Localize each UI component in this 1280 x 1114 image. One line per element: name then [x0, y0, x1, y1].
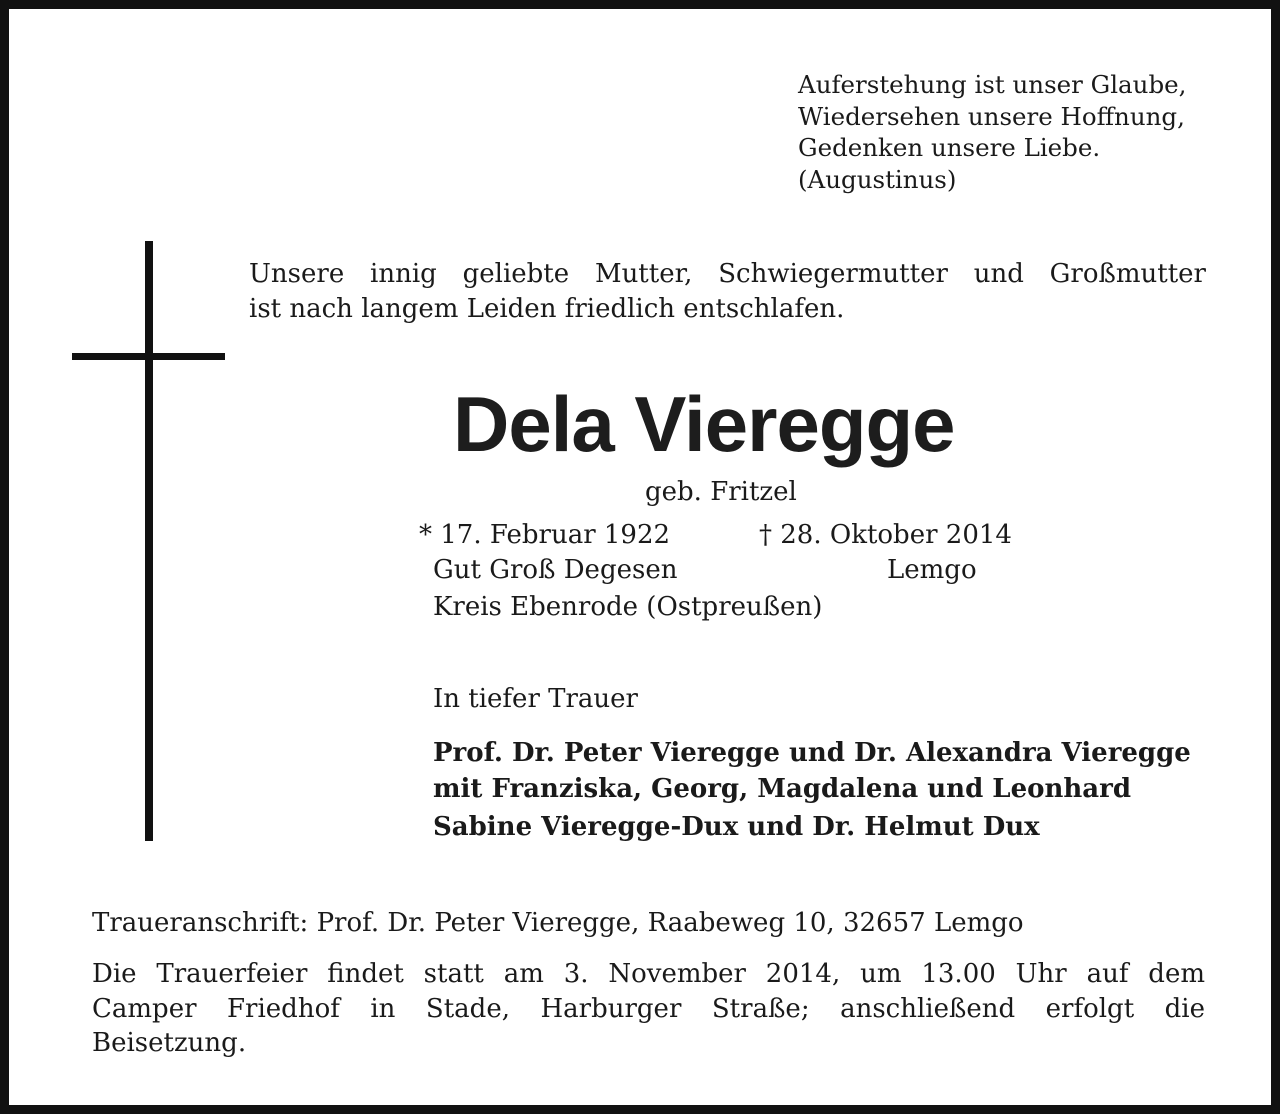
family-line: mit Franziska, Georg, Magdalena und Leonhard	[433, 774, 1132, 804]
birth-place: Gut Groß Degesen	[433, 555, 678, 585]
deceased-name: Dela Vieregge	[453, 380, 955, 468]
family-line: Sabine Vieregge-Dux und Dr. Helmut Dux	[433, 812, 1040, 842]
death-date: † 28. Oktober 2014	[759, 520, 1012, 550]
death-place: Lemgo	[887, 555, 977, 585]
mourning-address: Traueranschrift: Prof. Dr. Peter Vieregge, Raabeweg 10, 32657 Lemgo	[92, 908, 1024, 938]
family-line: Prof. Dr. Peter Vieregge und Dr. Alexandra Vieregge	[433, 738, 1191, 768]
cross-icon	[145, 241, 153, 841]
intro-text	[249, 257, 1206, 327]
birth-date: * 17. Februar 1922	[419, 520, 671, 550]
ceremony-line: Beisetzung.	[92, 1028, 247, 1058]
ceremony-line: Die Trauerfeier findet statt am 3. November 2014, um 13.00 Uhr auf dem	[92, 959, 1205, 989]
quote-block	[798, 69, 1238, 195]
maiden-name: geb. Fritzel	[645, 477, 797, 507]
birth-region: Kreis Ebenrode (Ostpreußen)	[433, 592, 823, 622]
cross-icon-bar	[72, 353, 225, 360]
quote-line: Wiedersehen unsere Hoffnung,	[798, 101, 1185, 131]
ceremony-line: Camper Friedhof in Stade, Harburger Straße; anschließend erfolgt die	[92, 993, 1205, 1024]
ceremony-info	[92, 957, 1205, 1061]
quote-attribution: (Augustinus)	[798, 164, 957, 194]
quote-line: Gedenken unsere Liebe.	[798, 133, 1101, 162]
quote-line: Auferstehung ist unser Glaube,	[798, 70, 1187, 99]
mourning-label: In tiefer Trauer	[433, 684, 638, 714]
intro-line: ist nach langem Leiden friedlich entschlafen.	[249, 294, 845, 324]
intro-line: Unsere innig geliebte Mutter, Schwiegermutter und Großmutter	[249, 259, 1206, 289]
